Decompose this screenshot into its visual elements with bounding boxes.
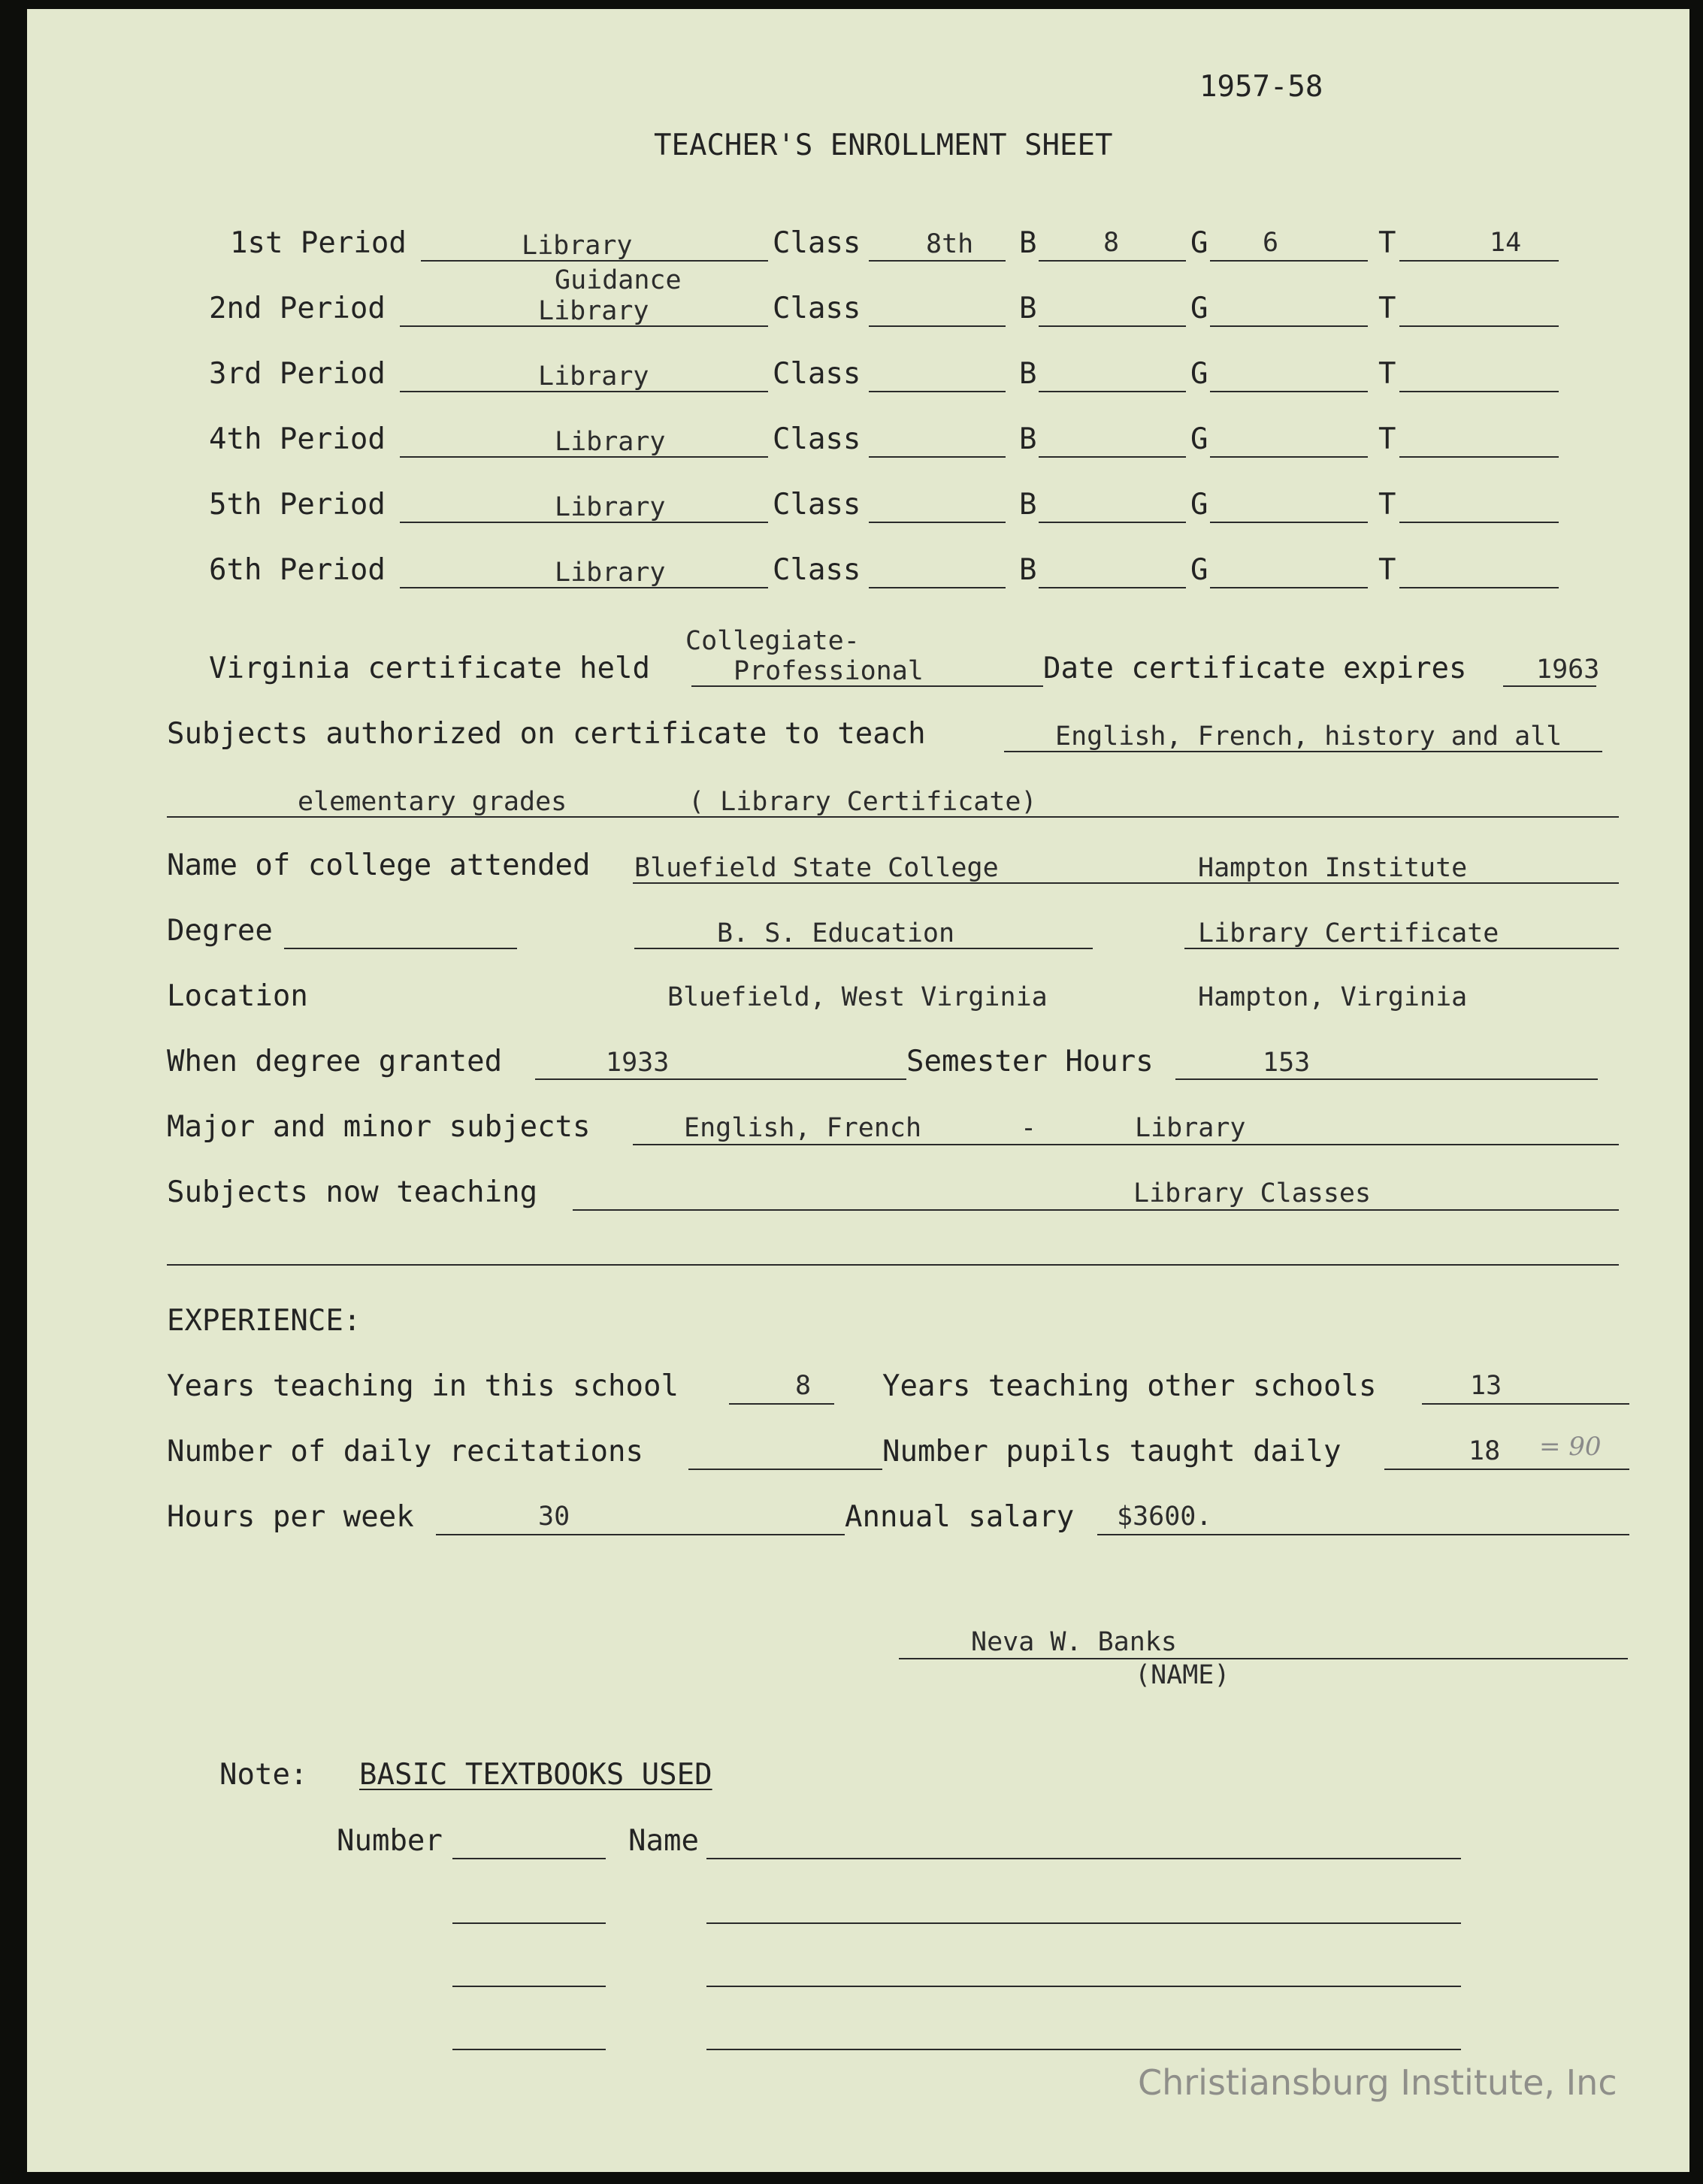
boys-label: B: [1019, 422, 1037, 456]
college-1: Bluefield State College: [634, 853, 999, 883]
enrollment-sheet: [27, 9, 1689, 2172]
subjects-authorized-label: Subjects authorized on certificate to teach: [167, 717, 926, 751]
boys-label: B: [1019, 553, 1037, 587]
total-label: T: [1378, 488, 1396, 522]
total-label: T: [1378, 226, 1396, 260]
girls-label: G: [1190, 488, 1208, 522]
certificate-expires-value: 1963: [1536, 655, 1600, 685]
girls-value: 6: [1263, 228, 1279, 258]
certificate-held-line1: Collegiate-: [685, 626, 860, 656]
annual-salary-value: $3600.: [1117, 1502, 1212, 1532]
school-year: 1957-58: [1199, 70, 1323, 104]
total-label: T: [1378, 357, 1396, 391]
boys-label: B: [1019, 488, 1037, 522]
location-label: Location: [167, 979, 308, 1013]
pupils-taught-annotation: = 90: [1539, 1432, 1602, 1462]
period-subject: Library: [522, 231, 633, 261]
class-label: Class: [773, 226, 861, 260]
certificate-held-label: Virginia certificate held: [209, 652, 650, 685]
girls-label: G: [1190, 357, 1208, 391]
degree-granted-label: When degree granted: [167, 1045, 503, 1078]
hours-per-week-label: Hours per week: [167, 1500, 414, 1534]
certificate-expires-label: Date certificate expires: [1043, 652, 1467, 685]
class-label: Class: [773, 292, 861, 325]
period-subject: Library: [555, 427, 666, 457]
name-caption: (NAME): [1135, 1660, 1230, 1690]
textbooks-heading: BASIC TEXTBOOKS USED: [359, 1758, 712, 1792]
watermark: Christiansburg Institute, Inc: [1138, 2062, 1617, 2103]
teacher-name: Neva W. Banks: [971, 1627, 1177, 1657]
total-value: 14: [1490, 228, 1522, 258]
period-label: 5th Period: [209, 488, 386, 522]
period-label: 3rd Period: [209, 357, 386, 391]
class-label: Class: [773, 422, 861, 456]
years-this-school-value: 8: [795, 1371, 812, 1401]
period-subject: Library: [538, 296, 649, 326]
college-2: Hampton Institute: [1198, 853, 1468, 883]
degree-1: B. S. Education: [717, 918, 955, 948]
boys-label: B: [1019, 292, 1037, 325]
period-subject: Library: [555, 558, 666, 588]
class-label: Class: [773, 553, 861, 587]
girls-label: G: [1190, 422, 1208, 456]
years-this-school-label: Years teaching in this school: [167, 1369, 679, 1403]
textbook-number-label: Number: [337, 1824, 443, 1858]
subjects-authorized-value-2: elementary grades: [298, 787, 567, 817]
semester-hours-label: Semester Hours: [906, 1045, 1154, 1078]
degree-granted-value: 1933: [606, 1048, 670, 1078]
years-other-schools-label: Years teaching other schools: [882, 1369, 1377, 1403]
certificate-held-value: Professional: [734, 656, 924, 686]
annual-salary-label: Annual salary: [845, 1500, 1075, 1534]
period-label: 1st Period: [230, 226, 407, 260]
period-subject: Library: [538, 361, 649, 392]
girls-label: G: [1190, 226, 1208, 260]
boys-value: 8: [1103, 228, 1120, 258]
class-label: Class: [773, 488, 861, 522]
textbook-name-label: Name: [628, 1824, 699, 1858]
girls-label: G: [1190, 553, 1208, 587]
pupils-taught-value: 18: [1469, 1436, 1501, 1466]
major-minor-separator: -: [1021, 1113, 1037, 1143]
boys-label: B: [1019, 226, 1037, 260]
location-1: Bluefield, West Virginia: [667, 982, 1048, 1012]
total-label: T: [1378, 422, 1396, 456]
class-label: Class: [773, 357, 861, 391]
boys-label: B: [1019, 357, 1037, 391]
minor-value: Library: [1135, 1113, 1246, 1143]
years-other-schools-value: 13: [1470, 1371, 1502, 1401]
hours-per-week-value: 30: [538, 1502, 570, 1532]
major-value: English, French: [684, 1113, 922, 1143]
period-note: Guidance: [555, 265, 682, 295]
total-label: T: [1378, 553, 1396, 587]
period-subject: Library: [555, 492, 666, 522]
location-2: Hampton, Virginia: [1198, 982, 1468, 1012]
period-label: 6th Period: [209, 553, 386, 587]
girls-label: G: [1190, 292, 1208, 325]
subjects-authorized-value: English, French, history and all: [1055, 721, 1562, 752]
college-label: Name of college attended: [167, 848, 591, 882]
pupils-taught-label: Number pupils taught daily: [882, 1435, 1342, 1469]
subjects-now-label: Subjects now teaching: [167, 1175, 538, 1209]
page-title: TEACHER'S ENROLLMENT SHEET: [654, 129, 1113, 162]
note-label: Note:: [219, 1758, 308, 1792]
semester-hours-value: 153: [1263, 1048, 1311, 1078]
total-label: T: [1378, 292, 1396, 325]
degree-2: Library Certificate: [1198, 918, 1499, 948]
daily-recitations-label: Number of daily recitations: [167, 1435, 643, 1469]
period-label: 4th Period: [209, 422, 386, 456]
class-value: 8th: [926, 229, 974, 259]
library-certificate-note: ( Library Certificate): [688, 787, 1037, 817]
period-label: 2nd Period: [209, 292, 386, 325]
experience-heading: EXPERIENCE:: [167, 1304, 361, 1338]
subjects-now-value: Library Classes: [1133, 1178, 1372, 1208]
major-minor-label: Major and minor subjects: [167, 1110, 591, 1144]
degree-label: Degree: [167, 914, 273, 948]
